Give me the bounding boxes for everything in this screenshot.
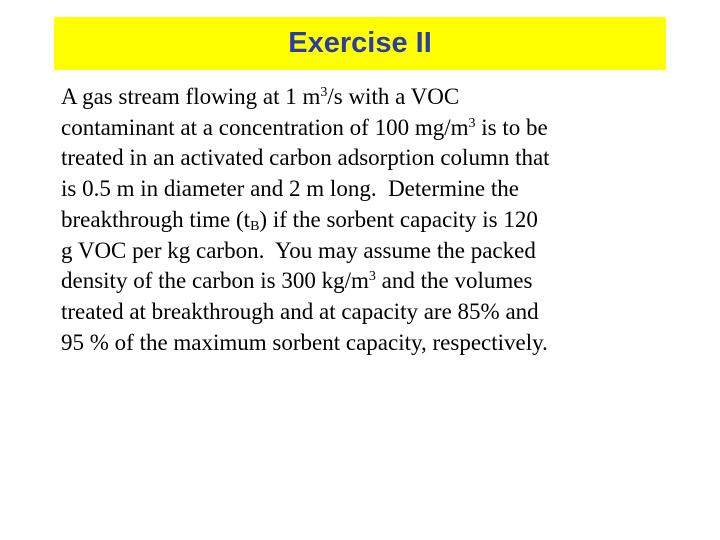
text-segment: 95 % of the maximum sorbent capacity, respectively. [61,329,548,355]
exercise-text [61,82,661,358]
title-bar [54,17,666,70]
text-line-6 [61,236,661,267]
text-line-1 [61,82,661,113]
text-segment: contaminant at a concentration of 100 mg/m [61,114,469,140]
text-segment: ) if the sorbent capacity is 120 [259,206,538,232]
text-segment: /s with a VOC [327,84,460,109]
superscript: 3 [320,85,328,100]
superscript: 3 [468,115,476,131]
text-segment: and the volumes [375,268,533,294]
text-segment: density of the carbon is 300 kg/m [61,268,369,294]
text-line-8 [61,297,661,328]
text-line-9 [61,328,661,359]
text-segment: is to be [475,114,548,140]
text-segment: breakthrough time (t [61,206,251,232]
text-line-3 [61,143,661,174]
text-segment: treated at breakthrough and at capacity are 85% and [61,298,539,324]
superscript: 3 [368,269,376,285]
text-segment: g VOC per kg carbon. You may assume the packed [61,237,536,263]
text-line-2 [61,113,661,144]
text-line-7 [61,266,661,297]
text-segment: is 0.5 m in diameter and 2 m long. Determine the [61,176,519,202]
text-segment: A gas stream flowing at 1 m [61,84,321,109]
text-segment: treated in an activated carbon adsorption column that [61,145,550,171]
subscript: B [250,218,260,234]
slide-title: Exercise II [288,27,432,59]
text-line-5 [61,205,661,236]
text-line-4 [61,174,661,205]
